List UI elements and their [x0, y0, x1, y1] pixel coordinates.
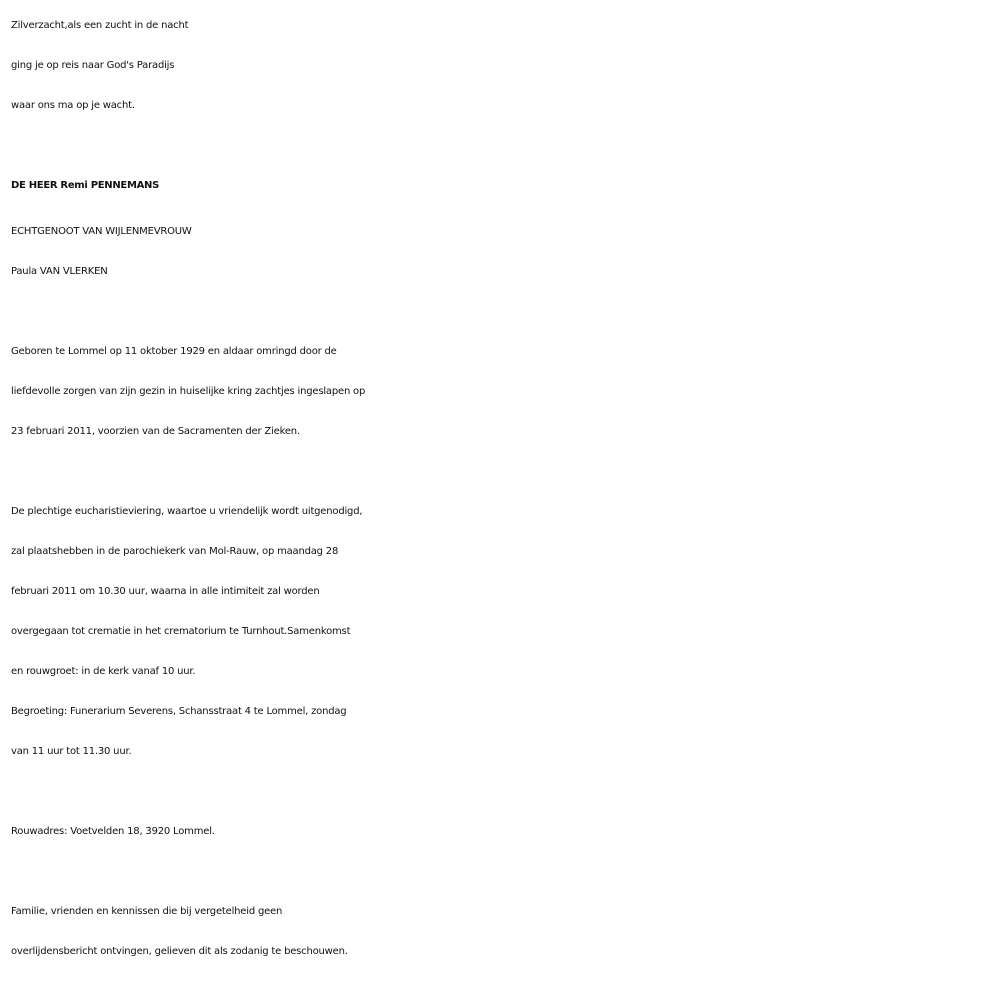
poem-line: Zilverzacht,als een zucht in de nacht [11, 20, 189, 31]
birth-line: liefdevolle zorgen van zijn gezin in huiselijke kring zachtjes ingeslapen op [11, 386, 366, 397]
spacer [11, 452, 991, 492]
ceremony-line: februari 2011 om 10.30 uur, waarna in alle intimiteit zal worden [11, 586, 320, 597]
ceremony-line: De plechtige eucharistieviering, waartoe u vriendelijk wordt uitgenodigd, [11, 506, 363, 517]
spouse-line: Paula VAN VLERKEN [11, 266, 108, 277]
closing-paragraph [11, 892, 991, 972]
spacer [11, 852, 991, 892]
poem-line: waar ons ma op je wacht. [11, 100, 135, 111]
ceremony-line: en rouwgroet: in de kerk vanaf 10 uur. [11, 666, 196, 677]
ceremony-paragraph [11, 492, 991, 772]
ceremony-line: overgegaan tot crematie in het crematorium te Turnhout.Samenkomst [11, 626, 351, 637]
birth-line: Geboren te Lommel op 11 oktober 1929 en aldaar omringd door de [11, 346, 337, 357]
ceremony-line: Begroeting: Funerarium Severens, Schansstraat 4 te Lommel, zondag [11, 706, 347, 717]
birth-line: 23 februari 2011, voorzien van de Sacramenten der Zieken. [11, 426, 300, 437]
obituary-notice [11, 6, 991, 972]
closing-line: Familie, vrienden en kennissen die bij vergetelheid geen [11, 906, 283, 917]
spouse-info [11, 212, 991, 292]
birth-paragraph [11, 332, 991, 452]
poem-line: ging je op reis naar God's Paradijs [11, 60, 175, 71]
mourning-address: Rouwadres: Voetvelden 18, 3920 Lommel. [11, 826, 215, 837]
spacer [11, 292, 991, 332]
spacer [11, 772, 991, 812]
deceased-name-heading: DE HEER Remi PENNEMANS [11, 180, 160, 191]
ceremony-line: zal plaatshebben in de parochiekerk van Mol-Rauw, op maandag 28 [11, 546, 339, 557]
ceremony-line: van 11 uur tot 11.30 uur. [11, 746, 132, 757]
spouse-line: ECHTGENOOT VAN WIJLENMEVROUW [11, 226, 192, 237]
closing-line: overlijdensbericht ontvingen, gelieven dit als zodanig te beschouwen. [11, 946, 348, 957]
poem [11, 6, 991, 126]
